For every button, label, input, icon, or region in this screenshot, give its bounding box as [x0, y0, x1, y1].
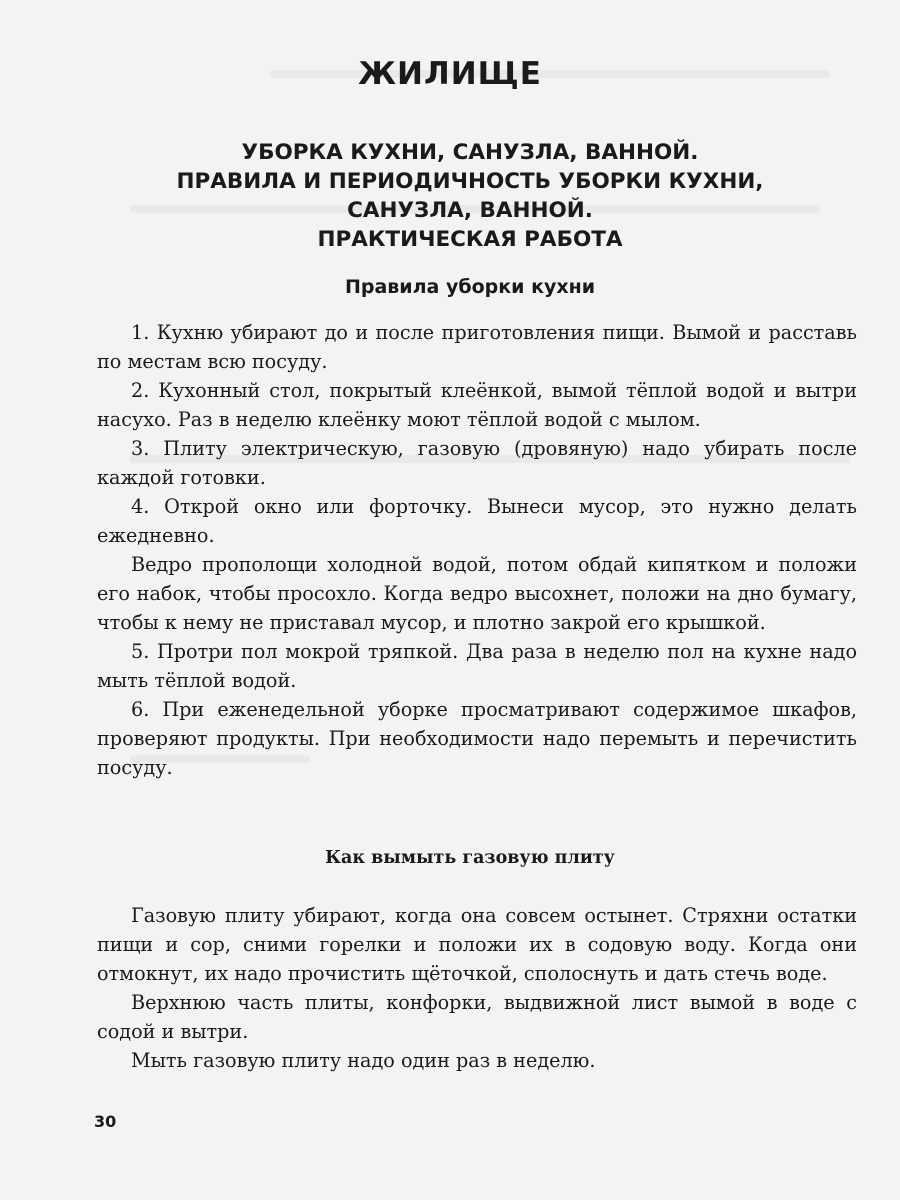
- topic-title-line: САНУЗЛА, ВАННОЙ.: [347, 198, 593, 223]
- paragraph: Ведро прополощи холодной водой, потом обдай кипятком и положи его набок, чтобы просохло. Когда ведро высохнет, положи на дно бумагу, чтобы к нему не приставал мусор, и плотно закрой его крышкой.: [97, 553, 857, 634]
- paragraph: Газовую плиту убирают, когда она совсем остынет. Стряхни остатки пищи и сор, сними горелки и положи их в содовую воду. Когда они отмокнут, их надо прочистить щёточкой, сполоснуть и дать стечь воде.: [97, 904, 857, 985]
- paragraph: Мыть газовую плиту надо один раз в неделю.: [131, 1049, 596, 1072]
- paragraph: Верхнюю часть плиты, конфорки, выдвижной лист вымой в воде с содой и вытри.: [97, 991, 857, 1043]
- topic-title-line: ПРАВИЛА И ПЕРИОДИЧНОСТЬ УБОРКИ КУХНИ,: [176, 169, 764, 194]
- kitchen-rules-heading: Правила уборки кухни: [344, 276, 596, 298]
- gas-stove-heading: Как вымыть газовую плиту: [325, 848, 615, 868]
- paragraph: 5. Протри пол мокрой тряпкой. Два раза в неделю пол на кухне надо мыть тёплой водой.: [97, 640, 857, 692]
- topic-title: [110, 138, 830, 254]
- paragraph: 4. Открой окно или форточку. Вынеси мусор, это нужно делать ежедневно.: [97, 495, 857, 547]
- section-title: ЖИЛИЩЕ: [358, 56, 542, 92]
- topic-title-line: ПРАКТИЧЕСКАЯ РАБОТА: [317, 227, 623, 252]
- paragraph: 1. Кухню убирают до и после приготовления пищи. Вымой и расставь по местам всю посуду.: [97, 321, 857, 373]
- paragraph: 2. Кухонный стол, покрытый клеёнкой, вымой тёплой водой и вытри насухо. Раз в неделю клеёнку моют тёплой водой с мылом.: [97, 379, 857, 431]
- gas-stove-text: [97, 901, 857, 1075]
- paragraph: 3. Плиту электрическую, газовую (дровяную) надо убирать после каждой готовки.: [97, 437, 857, 489]
- paragraph: 6. При еженедельной уборке просматривают содержимое шкафов, проверяют продукты. При необходимости надо перемыть и перечистить посуду.: [97, 698, 857, 779]
- kitchen-rules-text: [97, 318, 857, 782]
- topic-title-line: УБОРКА КУХНИ, САНУЗЛА, ВАННОЙ.: [241, 140, 699, 165]
- page-number: 30: [94, 1112, 117, 1131]
